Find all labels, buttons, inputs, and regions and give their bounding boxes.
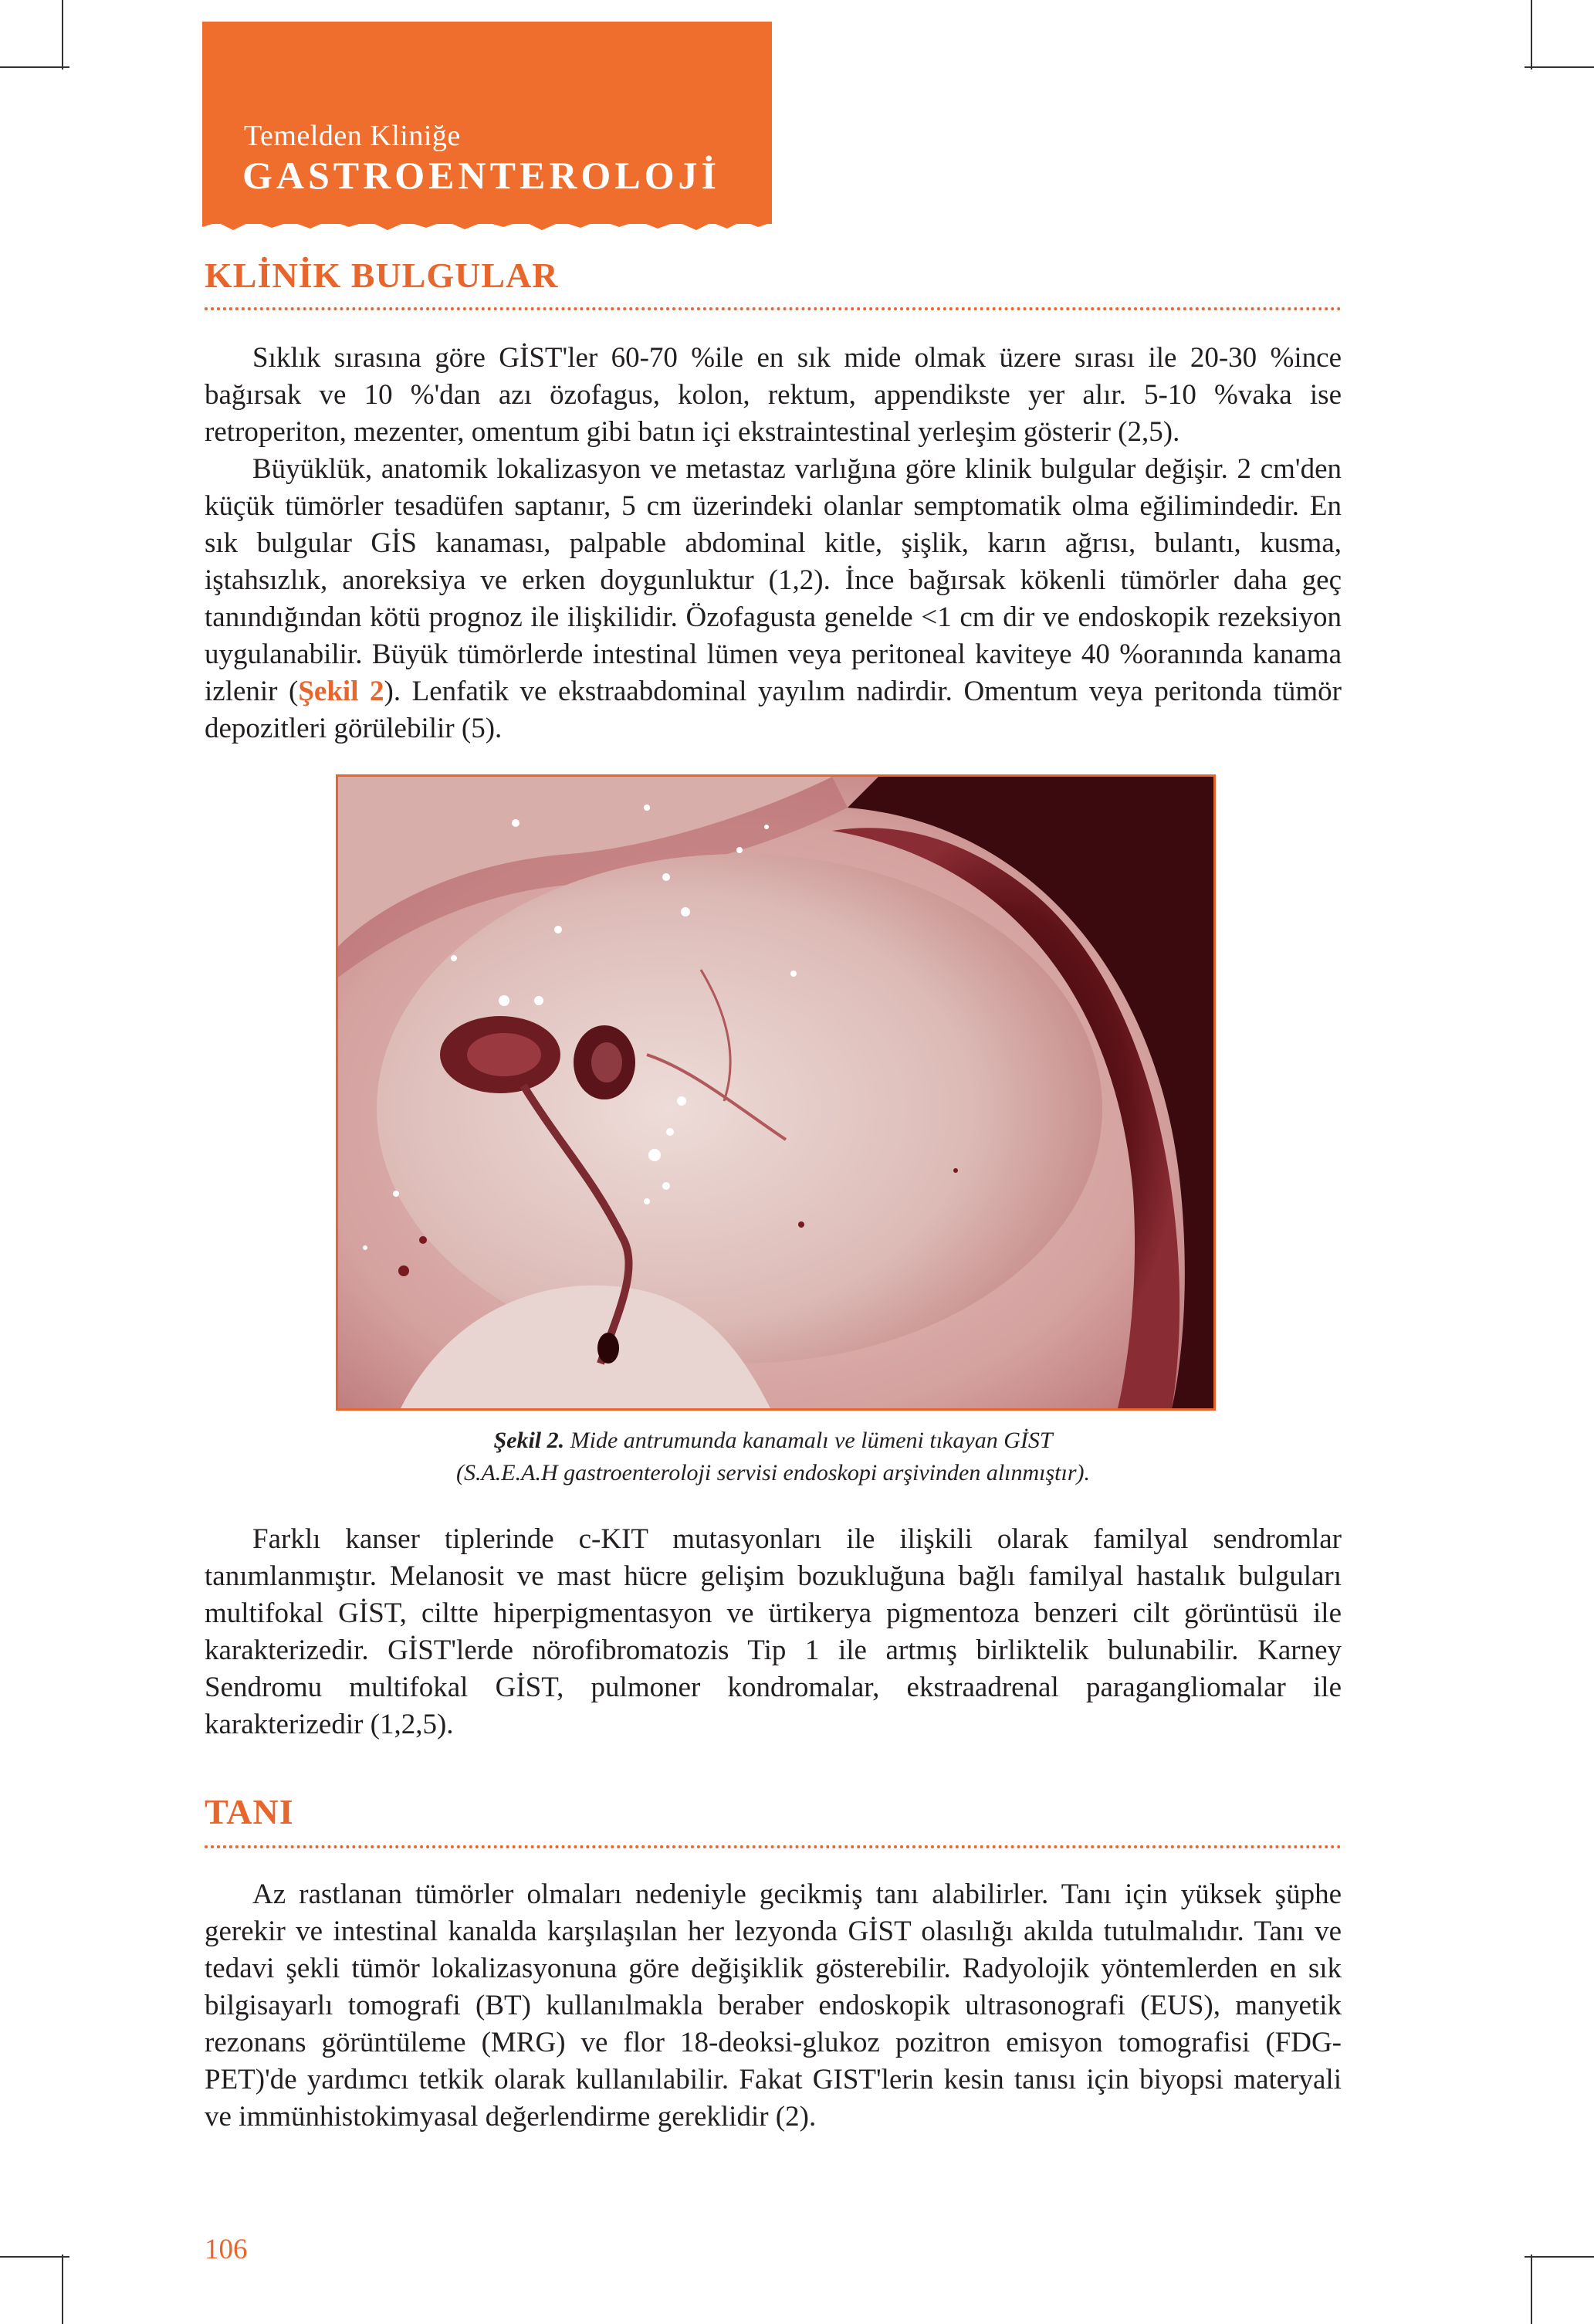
paragraph-gist-locations: Sıklık sırasına göre GİST'ler 60-70 %ile en sık mide olmak üzere sırası ile 20-30 %ince bağırsak ve 10 %'dan azı özofagus, kolon, rektum, appendikste yer alır. 5-10 %vaka ise retroperiton, mezenter, omentum gibi batın içi ekstraintestinal yerleşim gösterir (2,5). bbox=[205, 342, 1342, 448]
paragraph-familial-syndromes: Farklı kanser tiplerinde c-KIT mutasyonları ile ilişkili olarak familyal sendromlar tanımlanmıştır. Melanosit ve mast hücre gelişim bozukluğuna bağlı familyal hastalık bulguları multifokal GİST, ciltte hiperpigmentasyon ve ürtikerya pigmentoza benzeri cilt görüntüsü ile karakterizedir. GİST'lerde nörofibromatozis Tip 1 ile artmış birliktelik bulunabilir. Karney Sendromu multifokal GİST, pulmoner kondromalar, ekstraadrenal paragangliomalar ile karakterizedir (1,2,5). bbox=[205, 1523, 1342, 1740]
crop-mark bbox=[1525, 66, 1594, 68]
caption-text: Mide antrumunda kanamalı ve lümeni tıkayan GİST bbox=[570, 1428, 1053, 1453]
crop-mark bbox=[0, 66, 69, 68]
book-title: GASTROENTEROLOJİ bbox=[242, 154, 721, 197]
paragraph-text: ). Lenfatik ve ekstraabdominal yayılım nadirdir. Omentum veya peritonda tümör depozitleri görülebilir (5). bbox=[205, 676, 1342, 744]
crop-mark bbox=[62, 2255, 63, 2324]
figure-reference-link[interactable]: Şekil 2 bbox=[298, 676, 384, 707]
endoscopy-image bbox=[336, 774, 1216, 1411]
figure-caption bbox=[205, 1425, 1342, 1489]
section-divider bbox=[205, 1845, 1342, 1848]
paragraph-clinical-findings bbox=[205, 451, 1342, 747]
caption-label: Şekil 2. bbox=[493, 1428, 565, 1453]
paragraph-diagnosis: Az rastlanan tümörler olmaları nedeniyle gecikmiş tanı alabilirler. Tanı için yüksek şüphe gerekir ve intestinal kanalda karşılaşılan her lezyonda GİST olasılığı akılda tutulmalıdır. Tanı ve tedavi şekli tümör lokalizasyonuna göre değişiklik gösterebilir. Radyolojik yöntemlerden en sık bilgisayarlı tomografi (BT) kullanılmakla beraber endoskopik ultrasonografi (EUS), manyetik rezonans görüntüleme (MRG) ve flor 18-deoksi-glukoz pozitron emisyon tomografisi (FDG-PET)'de yardımcı tetkik olarak kullanılabilir. Fakat GIST'lerin kesin tanısı için biyopsi materyali ve immünhistokimyasal değerlendirme gereklidir (2). bbox=[205, 1879, 1342, 2133]
crop-mark bbox=[1531, 2255, 1532, 2324]
crop-mark bbox=[1531, 0, 1532, 69]
caption-source: (S.A.E.A.H gastroenteroloji servisi endoskopi arşivinden alınmıştır). bbox=[455, 1460, 1091, 1486]
crop-mark bbox=[62, 0, 63, 69]
book-subtitle: Temelden Kliniğe bbox=[244, 120, 461, 152]
page-number: 106 bbox=[205, 2234, 248, 2265]
crop-mark bbox=[0, 2256, 69, 2258]
section-title-klinik-bulgular: KLİNİK BULGULAR bbox=[205, 256, 559, 295]
paragraph-text: Büyüklük, anatomik lokalizasyon ve metastaz varlığına göre klinik bulgular değişir. 2 cm'den küçük tümörler tesadüfen saptanır, 5 cm üzerindeki olanlar semptomatik olma eğilimindedir. En sık bulgular GİS kanaması, palpable abdominal kitle, şişlik, karın ağrısı, bulantı, kusma, iştahsızlık, anoreksiya ve erken doygunluktur (1,2). İnce bağırsak kökenli tümörler daha geç tanındığından kötü prognoz ile ilişkilidir. Özofagusta genelde <1 cm dir ve endoskopik rezeksiyon uygulanabilir. Büyük tümörlerde intestinal lümen veya peritoneal kaviteye 40 %oranında kanama izlenir ( bbox=[205, 453, 1342, 707]
book-header-banner bbox=[202, 22, 772, 224]
caption-line bbox=[205, 1425, 1342, 1457]
torn-edge-decoration bbox=[202, 212, 772, 235]
section-divider bbox=[205, 307, 1342, 310]
endoscopic-gist-photo bbox=[338, 777, 1213, 1408]
crop-mark bbox=[1525, 2256, 1594, 2258]
section-title-tani: TANI bbox=[205, 1792, 294, 1831]
